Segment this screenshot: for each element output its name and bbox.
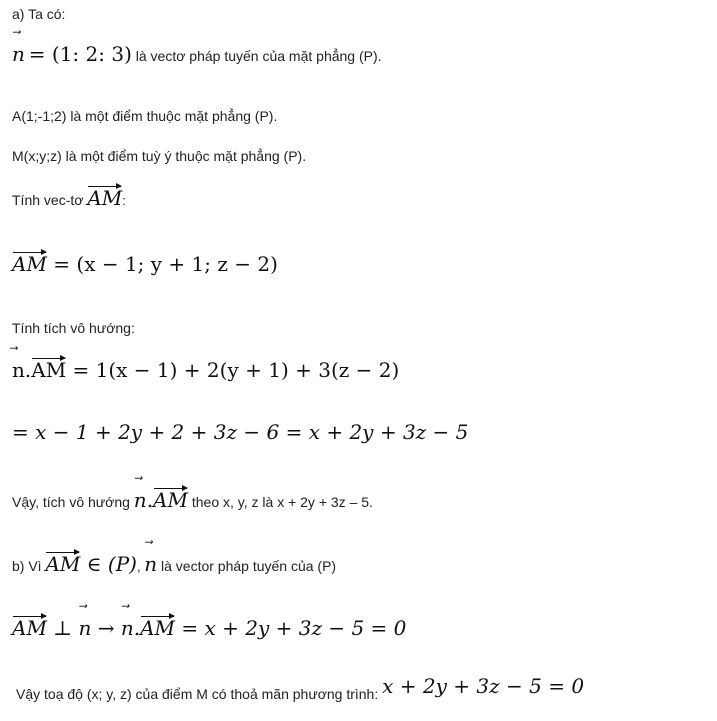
am-formula: = (x − 1; y + 1; z − 2) [46, 252, 278, 276]
dot-product-heading [12, 320, 135, 336]
point-a-line [12, 108, 277, 124]
am-formula-line [12, 252, 278, 276]
vector-am: AM [12, 252, 47, 276]
implies-arrow: → [91, 616, 121, 640]
final-conclusion-text: Vậy toạ độ (x; y, z) của điểm M có thoả mãn phương trình: [16, 686, 383, 702]
vector-n: n ⃗ [144, 552, 157, 576]
comma: , [136, 559, 145, 574]
part-a-label: a) Ta có: [12, 6, 66, 22]
vector-am: AM [12, 616, 47, 640]
dot-operator: . [24, 358, 32, 382]
vector-n: n ⃗ [121, 616, 134, 640]
point-m-line [12, 148, 306, 164]
vector-n-value: = (1: 2: 3) [28, 42, 132, 66]
point-m-text: M(x;y;z) là một điểm tuỳ ý thuộc mặt phẳng (P). [12, 148, 307, 164]
vector-am: AM [45, 552, 81, 576]
dot-operator: . [133, 616, 141, 640]
compute-am-line [12, 186, 126, 210]
part-b-label: b) Vì [12, 558, 46, 574]
simplified-expression: = x − 1 + 2y + 2 + 3z − 6 = x + 2y + 3z − 5 [12, 420, 469, 444]
vector-am: AM [153, 488, 188, 512]
perp-symbol: ⊥ [46, 616, 79, 640]
plane-equation: = x + 2y + 3z − 5 = 0 [175, 616, 407, 640]
part-b-line [12, 552, 336, 576]
conclusion-a-tail: theo x, y, z là x + 2y + 3z – 5. [187, 494, 373, 510]
vector-am: AM [140, 616, 175, 640]
part-b-tail: là vector pháp tuyến của (P) [157, 558, 337, 574]
colon: : [122, 193, 126, 208]
point-a-text: A(1;-1;2) là một điểm thuộc mặt phẳng (P). [12, 108, 278, 124]
final-equation: x + 2y + 3z − 5 = 0 [382, 674, 585, 698]
conclusion-a-line [12, 488, 373, 512]
simplified-line [12, 420, 468, 444]
vector-n: n ⃗ [78, 616, 91, 640]
perpendicular-line [12, 616, 406, 640]
dot-product-expansion: = 1(x − 1) + 2(y + 1) + 3(z − 2) [66, 358, 400, 382]
vector-n: n ⃗ [12, 358, 25, 382]
in-plane: ∈ (P) [80, 552, 137, 576]
dot-operator: . [146, 488, 154, 512]
compute-am-text: Tính vec-tơ [12, 192, 88, 208]
vector-n: n ⃗ [134, 488, 147, 512]
final-conclusion-line [16, 674, 585, 704]
conclusion-a-text: Vậy, tích vô hướng [12, 494, 134, 510]
part-a-heading [12, 6, 65, 22]
dot-product-label: Tính tích vô hướng: [12, 320, 135, 336]
dot-product-expansion-line [12, 358, 399, 382]
normal-vector-desc: là vectơ pháp tuyến của mặt phẳng (P). [135, 48, 382, 64]
vector-am: AM [87, 186, 123, 210]
vector-am: AM [31, 358, 67, 382]
vector-n: n ⃗ [12, 42, 25, 66]
normal-vector-line [12, 42, 382, 66]
